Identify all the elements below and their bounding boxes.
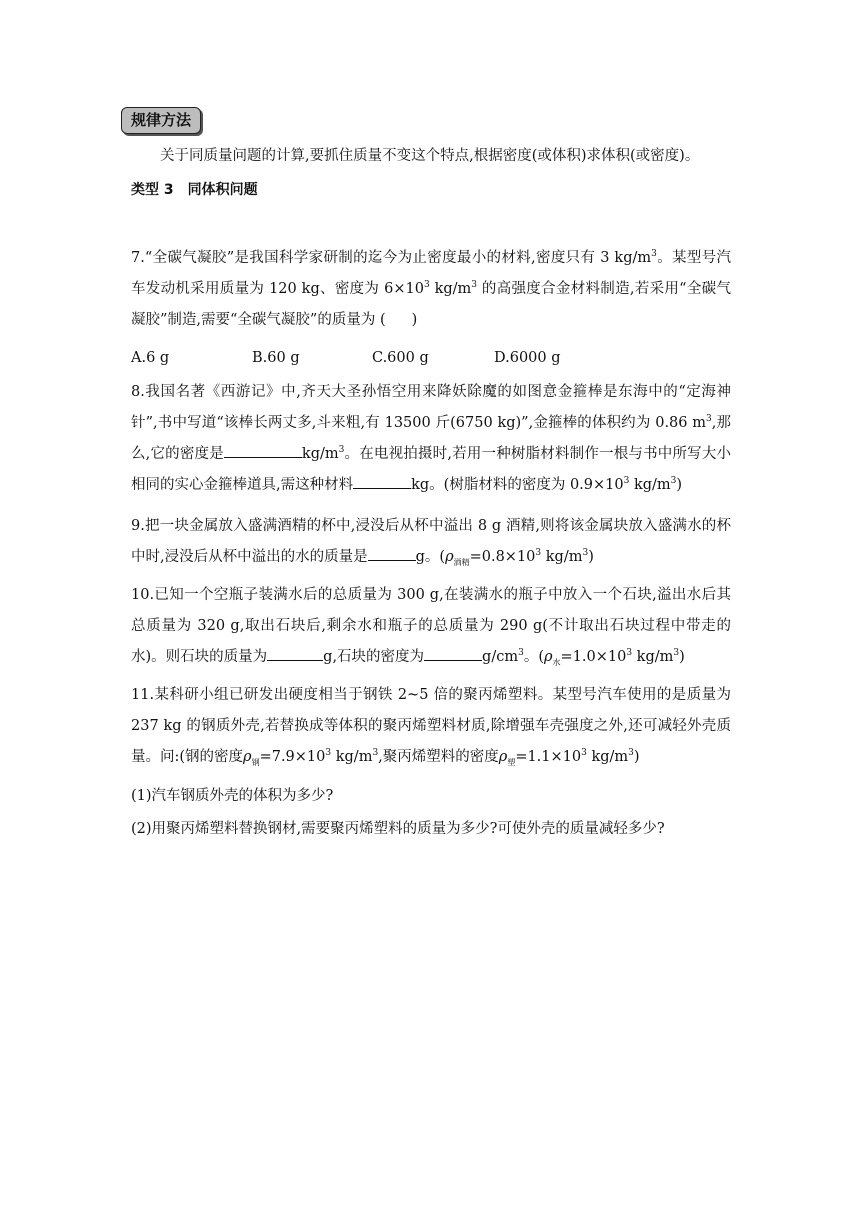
question-8: 8.我国名著《西游记》中,齐天大圣孙悟空用来降妖除魔的如图意金箍棒是东海中的“定海神针”,书中写道“该棒长两丈多,斗来粗,有 13500 斤(6750 kg)”,金箍棒的体积约为 0.86 $m^3$,那么,它的密度是 $kg/m^3$。在电视拍摄时,若用一种树脂材料制作一根与书中所写大小相同的实心金箍棒道具,需这种材料 kg。(树脂材料的密度为 $0.9\times 10^3$ $kg/m^3$): [131, 384, 732, 493]
option-b[interactable]: B.60 g: [252, 350, 300, 366]
answer-blank[interactable]: [424, 646, 482, 661]
question-7: 7.“全碳气凝胶”是我国科学家研制的迄今为止密度最小的材料,密度只有 3 $kg/m^3$。某型号汽车发动机采用质量为 120 kg、密度为 $6\times 10^3$ $kg/m^3$ 的高强度合金材料制造,若采用“全碳气凝胶”制造,需要“全碳气凝胶”的质量为 ( ): [131, 249, 732, 328]
answer-blank[interactable]: [353, 474, 411, 489]
option-c[interactable]: C.600 g: [372, 350, 429, 366]
option-d[interactable]: D.6000 g: [494, 350, 561, 366]
question-11: 11.某科研小组已研发出硬度相当于钢铁 2~5 倍的聚丙烯塑料。某型号汽车使用的是质量为 237 kg 的钢质外壳,若替换成等体积的聚丙烯塑料材质,除增强车壳强度之外,还可减轻外壳质量。问:(钢的密度$\rho_钢=7.9\times 10^3$ $kg/m^3$,聚丙烯塑料的密度$\rho_塑=1.1\times 10^3$ $kg/m^3$): [131, 687, 731, 767]
method-badge: 规律方法: [121, 107, 201, 134]
question-10: 10.已知一个空瓶子装满水后的总质量为 300 g,在装满水的瓶子中放入一个石块,溢出水后其总质量为 320 g,取出石块后,剩余水和瓶子的总质量为 290 g(不计取出石块过程中带走的水)。则石块的质量为 g,石块的密度为 $g/cm^3$。($\rho_水=1.0\times 10^3$ $kg/m^3$): [131, 587, 731, 667]
option-a[interactable]: A.6 g: [131, 350, 170, 366]
question-11-sub-1: (1)汽车钢质外壳的体积为多少?: [131, 788, 334, 804]
answer-blank[interactable]: [267, 646, 323, 661]
answer-blank[interactable]: [368, 546, 416, 561]
method-text: 关于同质量问题的计算,要抓住质量不变这个特点,根据密度(或体积)求体积(或密度)。: [160, 148, 700, 164]
section-title: 类型 3 同体积问题: [131, 182, 258, 198]
answer-blank[interactable]: [224, 443, 302, 458]
question-9: 9.把一块金属放入盛满酒精的杯中,浸没后从杯中溢出 8 g 酒精,则将该金属块放入盛满水的杯中时,浸没后从杯中溢出的水的质量是 g。($\rho_{酒精}=0.8\times 10^3$ $kg/m^3$): [131, 518, 731, 567]
question-11-sub-2: (2)用聚丙烯塑料替换钢材,需要聚丙烯塑料的质量为多少?可使外壳的质量减轻多少?: [131, 821, 665, 837]
